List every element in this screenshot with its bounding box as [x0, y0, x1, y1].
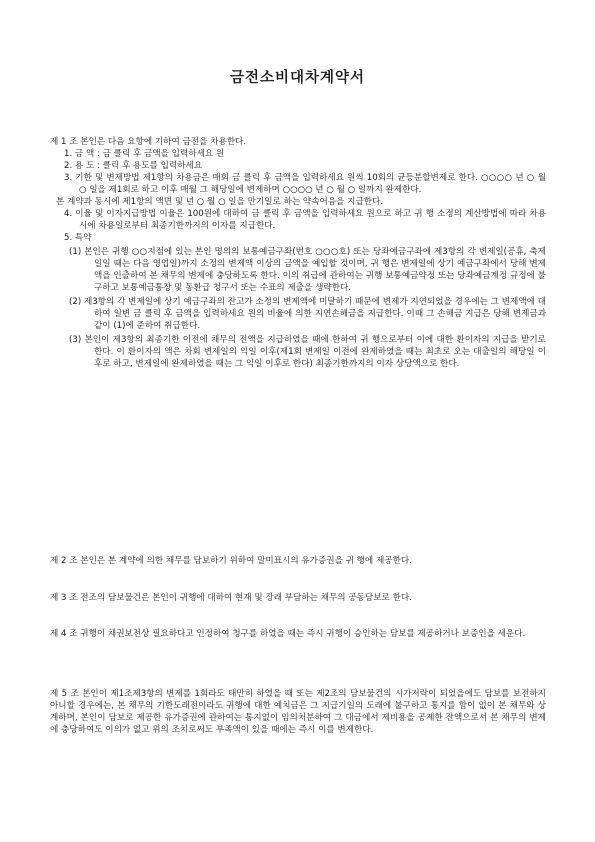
article-1-item-4: 4. 이율 및 이자지급방법 이율은 100원에 대하여 금 클릭 후 금액을 입력하세요 원으로 하고 귀 행 소정의 계산방법에 따라 차용 시에 차용일로부터 최종기한까지의 이자를 지급한다. [64, 209, 546, 231]
article-1-item-1: 1. 금 액 : 금 클릭 후 금액을 입력하세요 원 [64, 149, 225, 159]
special-clause-1: (1) 본인은 귀행 ○○지점에 있는 본인 명의의 보통예금구좌(번호 ○○○호) 또는 당좌예금구좌에 제3항의 각 변제일(공휴, 축제일일 때는 다음 영업일)까지 소정의 변제액 이상의 금액을 예입할 것이며, 귀 행은 변제일에 상기 예금구좌에서 당해 변제액을 인출하여 본 채무의 변제에 충당하도록 한다. 이의 취급에 관하여는 귀행 보통예금약정 또는 당좌예금계정 규정에 불구하고 보통예금통장 및 동환급 청구서 또는 수표의 제출을 생략한다. [69, 247, 546, 293]
article-3-text: 제 3 조 전조의 담보물건은 본인이 귀행에 대하여 현재 및 장래 부담하는 채무의 공동담보로 한다. [50, 593, 412, 603]
article-5 [50, 688, 546, 736]
article-3 [50, 592, 546, 604]
article-5-text: 제 5 조 본인이 제1조제3항의 변제를 1회라도 태만히 하였을 때 또는 제2조의 담보물건의 시가저락이 되었을에도 담보를 보전하지 아니할 경우에는, 본 채무의 기한도래전이라도 귀행에 대한 예치금은 그 지급기일의 도래에 불구하고 통지를 함이 없이 본 채무와 상계하며, 본인이 담보로 제공한 유가증권에 관하여는 통지없이 임의처분하여 그 대금에서 제비용을 공제한 잔액으로서 본 채무의 변제에 충당하여도 이의가 없고 위의 조치로써도 부족액이 있을 때에는 즉시 이를 변제한다. [50, 689, 546, 735]
article-2-text: 제 2 조 본인은 본 계약에 의한 채무를 담보하기 위하여 말미표시의 유가증권을 귀 행에 제공한다. [50, 556, 412, 566]
article-1 [50, 136, 546, 370]
special-clause-2: (2) 제3항의 각 변제일에 상기 예금구좌의 잔고가 소정의 변제액에 미달하기 때문에 변제가 지연되었을 경우에는 그 변제액에 대하여 일변 금 클릭 후 금액을 입력하세요 원의 비율에 의한 지연손해금을 지급한다. 이때 그 손해금 지급은 당해 변제금과 같이 (1)에 준하여 취급한다. [69, 297, 546, 331]
article-1-item-5: 5. 특약 [64, 233, 92, 243]
article-1-item-3: 3. 기한 및 변제방법 제1항의 차용금은 매회 금 클릭 후 금액을 입력하세요 원씩 10회의 균등분할변제로 한다. ○○○○ 년 ○ 월 ○ 일을 제1회로 하고 이후 매월 그 해당일에 변제하며 ○○○○ 년 ○ 월 ○ 일까지 완제한다. [64, 173, 546, 195]
document-title: 금전소비대차계약서 [229, 70, 366, 86]
article-1-note: 본 계약과 동시에 제1항의 액면 및 년 ○ 월 ○ 일을 만기일로 하는 약속어음을 지급한다. [56, 197, 384, 207]
article-1-item-2: 2. 용 도 : 클릭 후 용도를 입력하세요 [64, 161, 203, 171]
article-2 [50, 555, 546, 567]
article-1-heading: 제 1 조 본인은 다음 요항에 기하여 금전을 차용한다. [50, 137, 247, 147]
article-4 [50, 628, 546, 640]
special-clause-3: (3) 본인이 제3항의 최종기한 이전에 채무의 전액을 지급하였을 때에 한하여 귀 행으로부터 이에 대한 환이자의 지급을 받기로 한다. 이 환이자의 액은 차회 변제일의 익일 이후(제1회 변제일 이전에 완제하였을 때는 최초로 오는 대출일의 해당일 이후로 하고, 변제일에 완제하였을 때는 그 익일 이후로 한다) 최종기한까지의 이자 상당액으로 한다. [69, 335, 546, 369]
article-4-text: 제 4 조 귀행이 채권보전상 필요하다고 인정하여 청구를 하였을 때는 즉시 귀행이 승인하는 담보를 제공하거나 보증인을 세운다. [50, 629, 526, 639]
